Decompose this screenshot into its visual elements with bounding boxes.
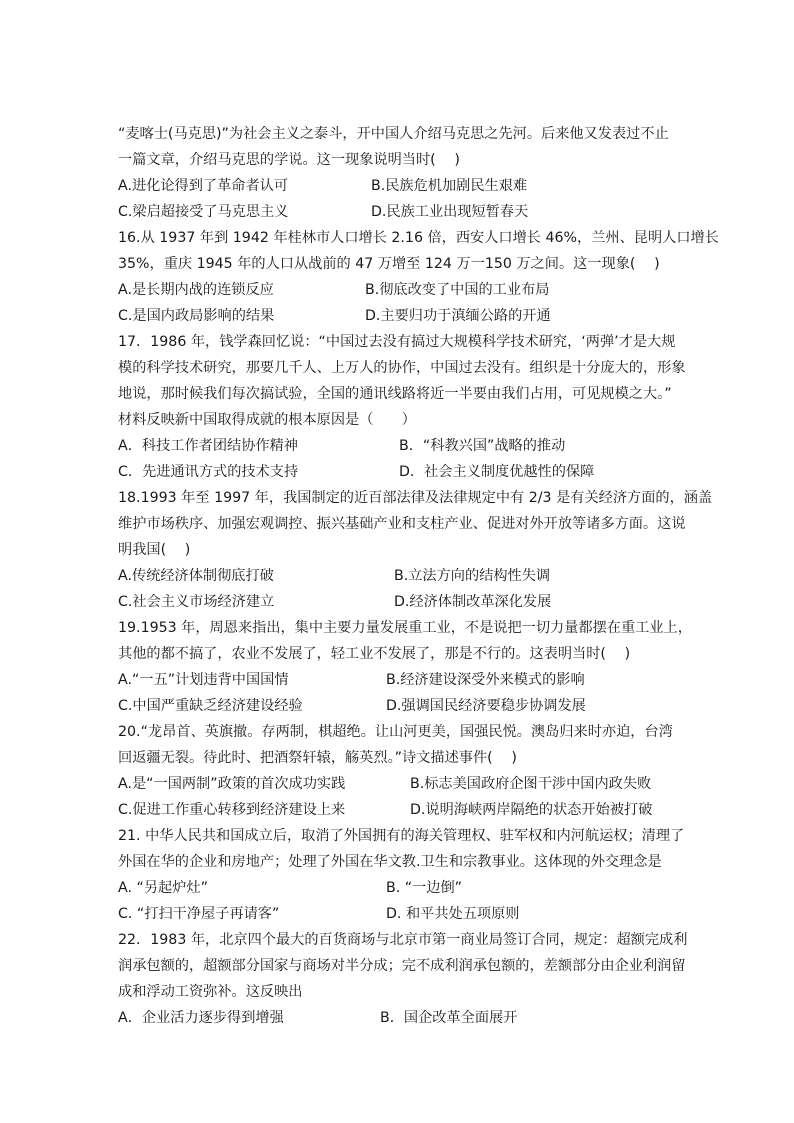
q20-option-c: C.促进工作重心转移到经济建设上来 <box>118 802 346 818</box>
q18-option-d: D.经济体制改革深化发展 <box>394 594 552 610</box>
q18-option-c: C.社会主义市场经济建立 <box>118 594 275 610</box>
q19-option-d: D.强调国民经济要稳步协调发展 <box>386 698 586 714</box>
q17-option-c: C．先进通讯方式的技术支持 <box>118 464 299 480</box>
q17-stem-line-2: 模的科学技术研究，那要几千人、上万人的协作，中国过去没有。组织是十分庞大的，形象 <box>118 360 686 376</box>
q16-option-c: C.是国内政局影响的结果 <box>118 308 275 324</box>
q17-option-d: D．社会主义制度优越性的保障 <box>399 464 595 480</box>
q17-stem-line-1: 17．1986 年，钱学森回忆说：“中国过去没有搞过大规模科学技术研究，‘两弹’才是大规 <box>118 334 676 350</box>
q16-option-a: A.是长期内战的连锁反应 <box>118 282 274 298</box>
q19-stem-line-1: 19.1953 年，周恩来指出，集中主要力量发展重工业，不是说把一切力量都摆在重工业上， <box>118 620 692 636</box>
q20-stem-line-2: 回返疆无裂。待此时、把酒祭轩辕，觞英烈。”诗文描述事件( ) <box>118 750 517 766</box>
q16-stem-line-1: 16.从 1937 年到 1942 年桂林市人口增长 2.16 倍，西安人口增长 46%，兰州、昆明人口增长 <box>118 230 719 246</box>
q15-option-d: D.民族工业出现短暂春天 <box>371 204 529 220</box>
q22-option-b: B．国企改革全面展开 <box>380 1010 518 1026</box>
q21-stem-line-1: 21. 中华人民共和国成立后，取消了外国拥有的海关管理权、驻军权和内河航运权；清理了 <box>118 828 685 844</box>
q19-option-c: C.中国严重缺乏经济建设经验 <box>118 698 303 714</box>
q22-stem-line-3: 成和浮动工资弥补。这反映出 <box>118 984 303 1000</box>
q20-option-b: B.标志美国政府企图干涉中国内政失败 <box>410 776 652 792</box>
q18-stem-line-3: 明我国( ) <box>118 542 191 558</box>
q20-option-d: D.说明海峡两岸隔绝的状态开始被打破 <box>410 802 653 818</box>
q18-option-b: B.立法方向的结构性失调 <box>394 568 551 584</box>
q15-stem-line-2: 一篇文章，介绍马克思的学说。这一现象说明当时( ) <box>118 152 460 168</box>
q21-option-a: A. “另起炉灶” <box>118 880 208 896</box>
q19-option-a: A.“一五”计划违背中国国情 <box>118 672 289 688</box>
q20-stem-line-1: 20.“龙昂首、英旗撤。存两制，棋超绝。让山河更美，国强民悦。澳岛归来时亦迫，台湾 <box>118 724 673 740</box>
q15-option-b: B.民族危机加剧民生艰难 <box>371 178 528 194</box>
q21-option-c: C. “打扫干净屋子再请客” <box>118 906 280 922</box>
q16-option-b: B.彻底改变了中国的工业布局 <box>365 282 550 298</box>
q21-option-d: D. 和平共处五项原则 <box>386 906 520 922</box>
q21-stem-line-2: 外国在华的企业和房地产；处理了外国在华文教.卫生和宗教事业。这体现的外交理念是 <box>118 854 662 870</box>
q15-option-a: A.进化论得到了革命者认可 <box>118 178 289 194</box>
q15-stem-line-1: “麦喀士(马克思)”为社会主义之泰斗，开中国人介绍马克思之先河。后来他又发表过不止 <box>118 126 669 142</box>
q17-option-b: B．“科教兴国”战略的推动 <box>399 438 566 454</box>
q17-stem-line-3: 地说，那时候我们每次搞试验，全国的通讯线路将近一半要由我们占用，可见规模之大。” <box>118 386 672 402</box>
q21-option-b: B. “一边倒” <box>386 880 463 896</box>
q17-stem-line-4: 材料反映新中国取得成就的根本原因是（ ） <box>118 412 416 428</box>
q18-option-a: A.传统经济体制彻底打破 <box>118 568 274 584</box>
q16-stem-line-2: 35%，重庆 1945 年的人口从战前的 47 万增至 124 万一150 万之间。这一现象( ) <box>118 256 660 272</box>
q19-option-b: B.经济建设深受外来模式的影响 <box>386 672 585 688</box>
q17-option-a: A．科技工作者团结协作精神 <box>118 438 298 454</box>
q18-stem-line-1: 18.1993 年至 1997 年，我国制定的近百部法律及法律规定中有 2/3 是有关经济方面的，涵盖 <box>118 490 713 506</box>
q22-stem-line-1: 22．1983 年，北京四个最大的百货商场与北京市第一商业局签订合同，规定：超额完成利 <box>118 932 688 948</box>
q20-option-a: A.是“一国两制”政策的首次成功实践 <box>118 776 346 792</box>
q15-option-c: C.梁启超接受了马克思主义 <box>118 204 289 220</box>
q16-option-d: D.主要归功于滇缅公路的开通 <box>365 308 551 324</box>
q18-stem-line-2: 维护市场秩序、加强宏观调控、振兴基础产业和支柱产业、促进对外开放等诸多方面。这说 <box>118 516 686 532</box>
q19-stem-line-2: 其他的都不搞了，农业不发展了，轻工业不发展了，那是不行的。这表明当时( ) <box>118 646 631 662</box>
q22-option-a: A．企业活力逐步得到增强 <box>118 1010 284 1026</box>
q22-stem-line-2: 润承包额的，超额部分国家与商场对半分成；完不成利润承包额的，差额部分由企业利润留 <box>118 958 686 974</box>
